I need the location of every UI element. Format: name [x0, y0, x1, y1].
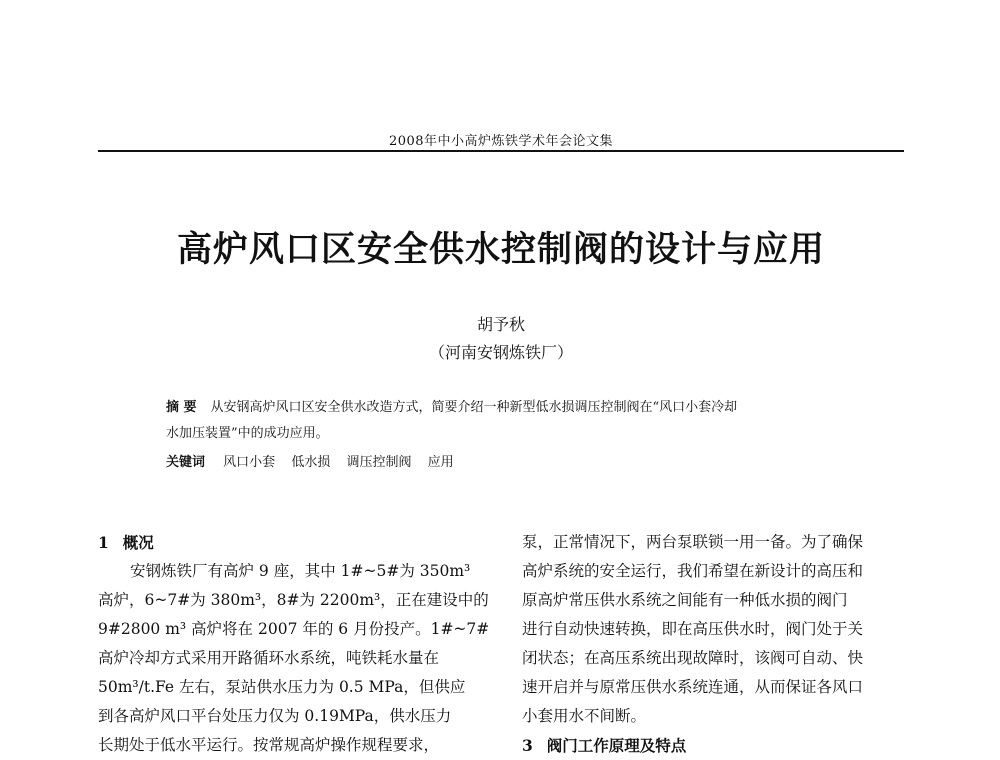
keyword: 应用 — [427, 455, 454, 470]
keywords-label: 关键词 — [166, 455, 206, 470]
abstract-line-1 — [166, 395, 856, 421]
body-line: 长期处于低水平运行。按常规高炉操作规程要求， — [98, 736, 440, 754]
paper-title: 高炉风口区安全供水控制阀的设计与应用 — [176, 229, 825, 270]
keyword: 调压控制阀 — [346, 455, 412, 470]
abstract-text-1: 从安钢高炉风口区安全供水改造方式，简要介绍一种新型低水损调压控制阀在“风口小套冷却 — [210, 400, 738, 415]
right-column — [522, 528, 906, 760]
body-line: 到各高炉风口平台处压力仅为 0.19MPa，供水压力 — [98, 707, 452, 725]
body-line: 50m³/t.Fe 左右，泵站供水压力为 0.5 MPa，但供应 — [98, 678, 466, 696]
running-head: 2008年中小高炉炼铁学术年会论文集 — [388, 134, 614, 149]
abstract-line-2: 水加压装置”中的成功应用。 — [166, 426, 329, 441]
body-line: 泵，正常情况下，两台泵联锁一用一备。为了确保 — [522, 533, 864, 551]
section-title: 概况 — [122, 533, 154, 552]
keywords — [166, 451, 856, 470]
author-affiliation: （河南安钢炼铁厂） — [428, 343, 573, 362]
header-rule — [98, 150, 904, 152]
section-3-heading — [522, 731, 906, 760]
body-line: 安钢炼铁厂有高炉 9 座，其中 1#~5#为 350m³ — [130, 562, 471, 580]
section-number: 1 — [98, 533, 109, 552]
body-line: 原高炉常压供水系统之间能有一种低水损的阀门 — [522, 591, 848, 609]
body-line: 进行自动快速转换，即在高压供水时，阀门处于关 — [522, 620, 864, 638]
body-line: 小套用水不间断。 — [522, 707, 647, 725]
body-line: 9#2800 m³ 高炉将在 2007 年的 6 月份投产。1#~7# — [98, 620, 490, 638]
abstract-label: 摘 要 — [166, 400, 197, 415]
keyword: 低水损 — [291, 455, 331, 470]
section-1-heading — [98, 528, 490, 557]
section-number: 3 — [522, 736, 533, 755]
body-line: 速开启并与原常压供水系统连通，从而保证各风口 — [522, 678, 864, 696]
keyword: 风口小套 — [223, 455, 276, 470]
abstract — [166, 395, 856, 447]
author-name: 胡予秋 — [476, 315, 525, 334]
body-line: 高炉冷却方式采用开路循环水系统，吨铁耗水量在 — [98, 649, 440, 667]
left-column — [98, 528, 490, 760]
body-line: 高炉系统的安全运行，我们希望在新设计的高压和 — [522, 562, 864, 580]
body-line: 高炉，6~7#为 380m³，8#为 2200m³，正在建设中的 — [98, 591, 489, 609]
body-line: 闭状态；在高压系统出现故障时，该阀可自动、快 — [522, 649, 864, 667]
section-title: 阀门工作原理及特点 — [546, 736, 687, 755]
